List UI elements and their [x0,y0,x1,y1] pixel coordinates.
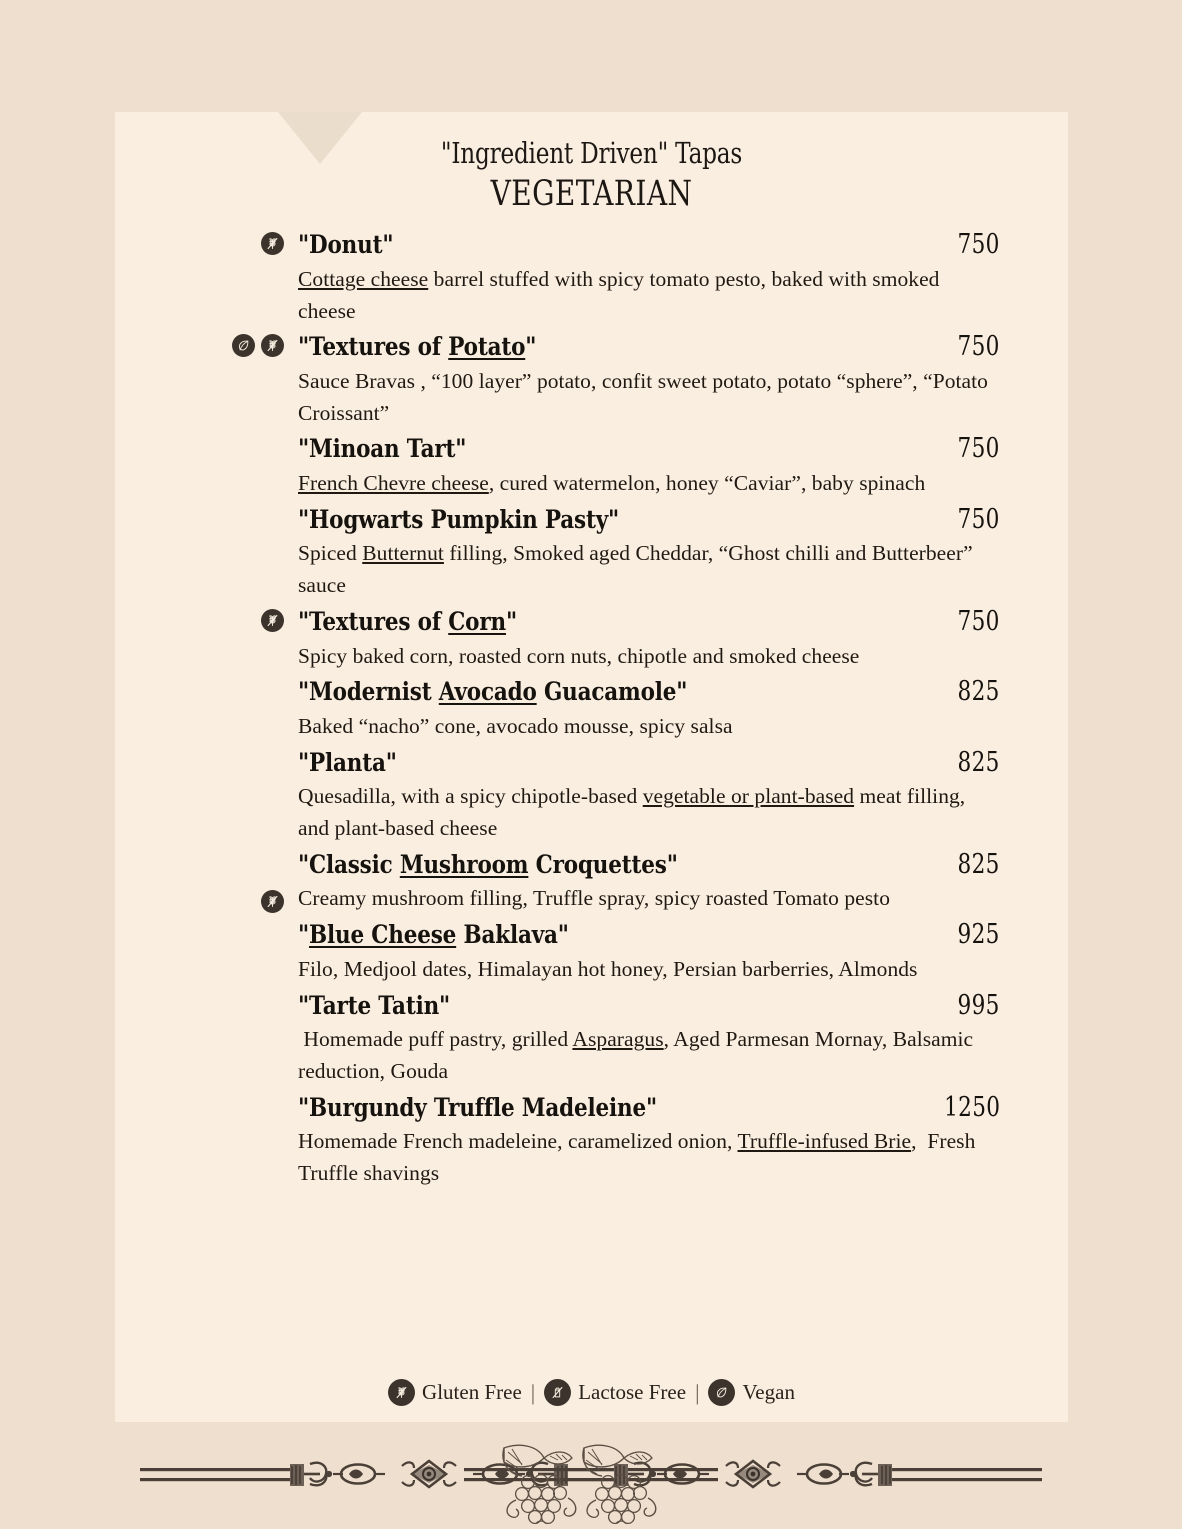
menu-item-diet-badges [115,334,290,357]
menu-item-price: 750 [957,433,1000,465]
vegan-leaf-icon [708,1379,735,1406]
menu-section-title: VEGETARIAN [490,173,693,214]
menu-item-diet-badges [115,890,290,913]
legend-label: Gluten Free [422,1380,522,1404]
vegan-leaf-icon [232,334,255,357]
menu-item [115,675,1068,742]
menu-item-name: "Minoan Tart" [298,434,467,464]
menu-item-price: 750 [957,229,1000,261]
menu-item-description: Filo, Medjool dates, Himalayan hot honey, Persian barberries, Almonds [298,956,918,981]
menu-item-diet-badges [115,232,290,255]
legend-entry [388,1379,522,1406]
menu-item [115,746,1068,845]
menu-item-description: French Chevre cheese, cured watermelon, honey “Caviar”, baby spinach [298,471,926,496]
menu-item-price: 750 [957,331,1000,363]
menu-kicker: "Ingredient Driven" Tapas [440,136,743,170]
menu-item-name: "Blue Cheese Baklava" [298,920,569,950]
menu-item-name: "Textures of Potato" [298,332,537,362]
legend-separator: | [695,1379,700,1405]
menu-item-head [298,432,1000,467]
menu-item [115,228,1068,327]
menu-item-head [298,503,1000,538]
menu-header [115,112,1068,214]
menu-item-name: "Tarte Tatin" [298,990,451,1020]
legend-label: Lactose Free [578,1380,687,1404]
menu-item-description: Baked “nacho” cone, avocado mousse, spicy salsa [298,713,733,738]
menu-item-name: "Textures of Corn" [298,607,517,637]
gluten-free-icon [388,1379,415,1406]
legend-label: Vegan [742,1380,795,1404]
menu-item-name: "Burgundy Truffle Madeleine" [298,1092,658,1122]
menu-item-head [298,848,1000,883]
menu-item-diet-badges [115,609,290,632]
menu-item-head [298,989,1000,1024]
menu-item [115,1091,1068,1190]
menu-item-description: Spiced Butternut filling, Smoked aged Cheddar, “Ghost chilli and Butterbeer” sauce [298,541,973,598]
menu-item-description: Cottage cheese barrel stuffed with spicy tomato pesto, baked with smoked cheese [298,266,940,323]
menu-item-price: 750 [957,503,1000,535]
menu-item-head [298,746,1000,781]
menu-item-name: "Planta" [298,747,397,777]
menu-item-name: "Hogwarts Pumpkin Pasty" [298,504,620,534]
menu-item-price: 1250 [943,1091,1000,1123]
menu-item-description: Homemade puff pastry, grilled Asparagus, Aged Parmesan Mornay, Balsamic reduction, Gouda [298,1027,974,1083]
menu-item-name: "Modernist Avocado Guacamole" [298,677,688,707]
menu-item [115,848,1068,915]
legend-separator: | [530,1379,536,1405]
menu-item-description: Homemade French madeleine, caramelized onion, Truffle-infused Brie, Fresh Truffle shavings [298,1129,976,1186]
menu-item-name: "Classic Mushroom Croquettes" [298,849,678,879]
lactose-free-icon [544,1379,571,1406]
diet-legend [115,1379,1068,1406]
menu-item [115,432,1068,499]
menu-item-head [298,918,1000,953]
menu-item-price: 825 [957,676,1000,708]
menu-item-price: 995 [957,989,1000,1021]
menu-item [115,503,1068,602]
menu-item-price: 925 [957,919,1000,951]
menu-item [115,605,1068,672]
menu-item [115,918,1068,985]
menu-item-head [298,228,1000,263]
gluten-free-icon [261,890,284,913]
menu-item-head [298,675,1000,710]
decorative-ornament-divider [120,1438,1062,1524]
menu-item-description: Quesadilla, with a spicy chipotle-based vegetable or plant-based meat filling, and plant-based cheese [298,784,966,841]
menu-item-price: 750 [957,606,1000,638]
menu-item-price: 825 [957,746,1000,778]
menu-item-description: Creamy mushroom filling, Truffle spray, spicy roasted Tomato pesto [298,886,890,911]
gluten-free-icon [261,609,284,632]
menu-item [115,989,1068,1088]
gluten-free-icon [261,232,284,255]
legend-entry [544,1379,686,1406]
menu-card [115,112,1068,1422]
legend-entry [708,1379,794,1406]
menu-item-head [298,605,1000,640]
menu-item-description: Sauce Bravas , “100 layer” potato, confit sweet potato, potato “sphere”, “Potato Croissant” [298,368,988,425]
menu-item-head [298,330,1000,365]
gluten-free-icon [261,334,284,357]
menu-item-price: 825 [957,848,1000,880]
menu-item [115,330,1068,429]
menu-item-description: Spicy baked corn, roasted corn nuts, chipotle and smoked cheese [298,643,860,668]
menu-item-head [298,1091,1000,1126]
menu-item-name: "Donut" [298,230,394,260]
menu-item-list [115,228,1068,1190]
